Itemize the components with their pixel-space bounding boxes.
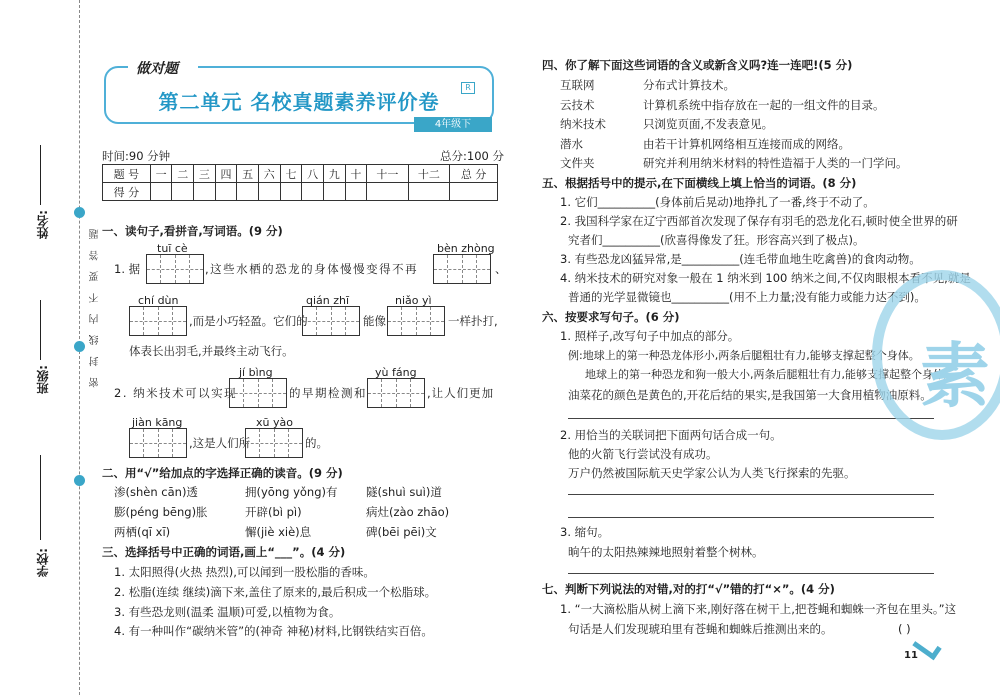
pinyin: qián zhī [306, 294, 350, 307]
pinyin: xū yào [256, 416, 293, 429]
dot [74, 207, 85, 218]
score-header-cell: 十二 [408, 165, 449, 183]
pronunciation-item[interactable]: 膨(péng bēng)胀 [114, 505, 208, 519]
score-cell[interactable] [345, 183, 367, 201]
score-cell[interactable] [408, 183, 449, 201]
stamp-char: 素 [920, 335, 990, 417]
q1-text: 能像 [363, 314, 386, 328]
score-cell[interactable] [172, 183, 194, 201]
q1-text: 1. 据 [114, 262, 141, 276]
judge-blank[interactable]: ( ) [898, 622, 911, 636]
score-header-cell: 三 [194, 165, 216, 183]
binding-margin [0, 0, 101, 695]
school-blank[interactable] [40, 455, 41, 540]
definition[interactable]: 只浏览页面,不发表意见。 [643, 117, 774, 131]
q2-text: 2. 纳米技术可以实现 [114, 386, 238, 400]
score-header-cell: 八 [302, 165, 324, 183]
pronunciation-item[interactable]: 开辟(bì pì) [245, 505, 302, 519]
choice-item[interactable]: 1. 太阳照得(火热 热烈),可以闻到一股松脂的香味。 [114, 565, 375, 579]
q2-text: ,这是人们所 [189, 436, 251, 450]
q2-text: 的。 [305, 436, 328, 450]
choice-item[interactable]: 3. 有些恐龙则(温柔 温顺)可爱,以植物为食。 [114, 605, 341, 619]
q1-text: 体表长出羽毛,并最终主动飞行。 [129, 344, 294, 358]
score-cell[interactable] [258, 183, 280, 201]
q-text: 万户仍然被国际航天史学家公认为人类飞行探索的先驱。 [568, 466, 856, 480]
answer-line[interactable] [568, 573, 934, 574]
score-cell[interactable] [194, 183, 216, 201]
score-header-cell: 二 [172, 165, 194, 183]
score-header-cell: 题 号 [103, 165, 151, 183]
term[interactable]: 潜水 [560, 137, 583, 151]
answer-box[interactable] [302, 306, 360, 336]
score-cell[interactable] [237, 183, 259, 201]
answer-line[interactable] [568, 418, 934, 419]
r-logo: R [461, 82, 475, 94]
answer-box[interactable] [245, 428, 303, 458]
q-text: 3. 缩句。 [560, 525, 610, 539]
pinyin: bèn zhòng [437, 242, 495, 255]
time-limit: 时间:90 分钟 [102, 149, 171, 163]
pronunciation-item[interactable]: 拥(yōng yǒng)有 [245, 485, 338, 499]
score-header-cell: 十 [345, 165, 367, 183]
q1-text: ,而是小巧轻盈。它们的 [189, 314, 308, 328]
pinyin: tuī cè [157, 242, 188, 255]
answer-box[interactable] [367, 378, 425, 408]
name-label: 姓名: [36, 210, 50, 239]
school-label: 学校: [36, 548, 50, 577]
score-label-cell: 得 分 [103, 183, 151, 201]
score-table [102, 164, 498, 201]
pinyin: niǎo yì [395, 294, 432, 307]
dot [74, 341, 85, 352]
q1-text: 一样扑打, [448, 314, 498, 328]
answer-box[interactable] [146, 254, 204, 284]
badge-text: 做对题 [136, 61, 178, 77]
answer-box[interactable] [129, 306, 187, 336]
q2-text: ,让人们更加 [427, 386, 495, 400]
fill-line[interactable]: 究者们__________(欣喜得像发了狂。形容高兴到了极点)。 [568, 233, 865, 247]
q1-text: ,这些水栖的恐龙的身体慢慢变得不再 [205, 262, 419, 276]
score-header-cell: 总 分 [450, 165, 498, 183]
pronunciation-item[interactable]: 病灶(zào zhāo) [366, 505, 450, 519]
q-text: 1. “一大滴松脂从树上滴下来,刚好落在树干上,把苍蝇和蜘蛛一齐包在里头。”这 [560, 602, 957, 616]
term[interactable]: 纳米技术 [560, 117, 606, 131]
answer-box[interactable] [433, 254, 491, 284]
section5-title: 五、根据括号中的提示,在下面横线上填上恰当的词语。(8 分) [542, 176, 857, 190]
section3-title: 三、选择括号中正确的词语,画上“___”。(4 分) [102, 545, 346, 559]
badge [128, 54, 198, 80]
score-header-cell: 十一 [367, 165, 408, 183]
term[interactable]: 云技术 [560, 98, 595, 112]
example-text: 例:地球上的第一种恐龙体形小,两条后腿粗壮有力,能够支撑起整个身体。 [568, 349, 920, 362]
q-text: 他的火箭飞行尝试没有成功。 [568, 447, 718, 461]
score-cell[interactable] [302, 183, 324, 201]
q-text: 1. 照样子,改写句子中加点的部分。 [560, 329, 740, 343]
definition[interactable]: 由若干计算机网络相互连接而成的网络。 [643, 137, 850, 151]
score-header-cell: 五 [237, 165, 259, 183]
pinyin: jiàn kāng [132, 416, 183, 429]
q1-text: 、 [495, 262, 507, 276]
pinyin: yù fáng [375, 366, 417, 379]
answer-line[interactable] [568, 494, 934, 495]
pronunciation-item[interactable]: 碑(bēi pēi)文 [366, 525, 437, 539]
name-blank[interactable] [40, 145, 41, 205]
class-label: 班级: [36, 365, 50, 394]
definition[interactable]: 分布式计算技术。 [643, 78, 735, 92]
pronunciation-item[interactable]: 隧(shuì suì)道 [366, 485, 442, 499]
term[interactable]: 互联网 [560, 78, 595, 92]
term[interactable]: 文件夹 [560, 156, 595, 170]
answer-line[interactable] [568, 517, 934, 518]
total-score: 总分:100 分 [440, 149, 504, 163]
choice-item[interactable]: 4. 有一种叫作“碳纳米管”的(神奇 神秘)材料,比钢铁结实百倍。 [114, 624, 433, 638]
answer-box[interactable] [129, 428, 187, 458]
score-cell[interactable] [323, 183, 345, 201]
fill-line[interactable]: 1. 它们__________(身体前后晃动)地挣扎了一番,终于不动了。 [560, 195, 875, 209]
score-header-cell: 四 [215, 165, 237, 183]
example-text: 地球上的第一种恐龙和狗一般大小,两条后腿粗壮有力,能够支撑起整个身体。 [585, 368, 955, 381]
q2-text: 的早期检测和 [289, 386, 367, 400]
section6-title: 六、按要求写句子。(6 分) [542, 310, 680, 324]
page-number: 11 [904, 650, 918, 661]
answer-box[interactable] [387, 306, 445, 336]
definition[interactable]: 研究并利用纳米材料的特性造福于人类的一门学问。 [643, 156, 908, 170]
fill-line: 2. 我国科学家在辽宁西部首次发现了保存有羽毛的恐龙化石,顿时使全世界的研 [560, 214, 958, 228]
score-cell[interactable] [367, 183, 408, 201]
score-header-cell: 九 [323, 165, 345, 183]
pronunciation-item[interactable]: 两栖(qī xī) [114, 525, 171, 539]
score-header-cell: 一 [150, 165, 172, 183]
score-header-cell: 七 [280, 165, 302, 183]
score-cell[interactable] [450, 183, 498, 201]
class-blank[interactable] [40, 300, 41, 360]
section1-title: 一、读句子,看拼音,写词语。(9 分) [102, 224, 283, 238]
section7-title: 七、判断下列说法的对错,对的打“√”错的打“×”。(4 分) [542, 582, 835, 596]
q-text: 晌午的太阳热辣辣地照射着整个树林。 [568, 545, 764, 559]
answer-box[interactable] [229, 378, 287, 408]
pronunciation-item[interactable]: 渗(shèn cān)透 [114, 485, 198, 499]
grade-tag: 4年级下 [414, 117, 492, 132]
score-header-cell: 六 [258, 165, 280, 183]
choice-item[interactable]: 2. 松脂(连续 继续)滴下来,盖住了原来的,最后积成一个松脂球。 [114, 585, 437, 599]
q-text: 2. 用恰当的关联词把下面两句话合成一句。 [560, 428, 782, 442]
pinyin: chí dùn [138, 294, 179, 307]
score-cell[interactable] [150, 183, 172, 201]
q-text: 句话是人们发现琥珀里有苍蝇和蜘蛛后推测出来的。 [568, 622, 833, 636]
pinyin: jí bìng [239, 366, 273, 379]
pronunciation-item[interactable]: 懈(jiè xiè)息 [245, 525, 312, 539]
score-cell[interactable] [280, 183, 302, 201]
definition[interactable]: 计算机系统中指存放在一起的一组文件的目录。 [643, 98, 885, 112]
section4-title: 四、你了解下面这些词语的含义或新含义吗?连一连吧!(5 分) [542, 58, 853, 72]
dot [74, 475, 85, 486]
fill-line[interactable]: 3. 有些恐龙凶猛异常,是__________(连毛带血地生吃禽兽)的食肉动物。 [560, 252, 921, 266]
page-title: 第二单元 名校真题素养评价卷 [158, 90, 440, 114]
section2-title: 二、用“√”给加点的字选择正确的读音。(9 分) [102, 466, 343, 480]
seal-text: 密 封 线 内 不 要 答 题 [90, 225, 101, 388]
q-text: 油菜花的颜色是黄色的,开花后结的果实,是我国第一大食用植物油原料。 [568, 388, 932, 402]
fill-line: 4. 纳米技术的研究对象一般在 1 纳米到 100 纳米之间,不仅肉眼根本看不见,就是 [560, 271, 971, 285]
score-cell[interactable] [215, 183, 237, 201]
fill-line[interactable]: 普通的光学显微镜也__________(用不上力量;没有能力或能力达不到)。 [568, 290, 926, 304]
